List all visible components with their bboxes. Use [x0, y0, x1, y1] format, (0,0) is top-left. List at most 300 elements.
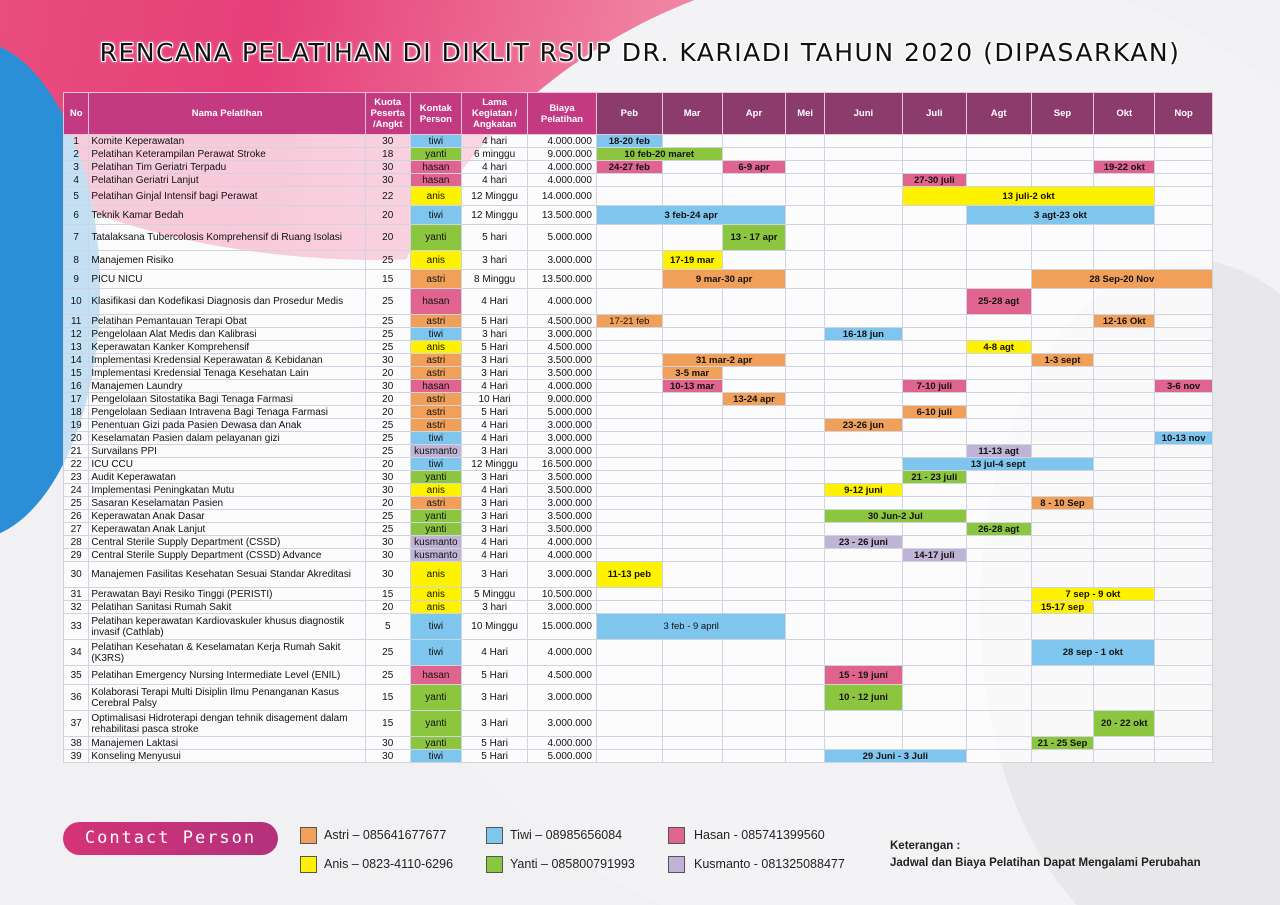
- month-cell: [966, 666, 1031, 685]
- month-cell: [1155, 135, 1213, 148]
- row-number: 31: [64, 588, 89, 601]
- month-cell: [902, 289, 966, 315]
- schedule-bar: 28 Sep-20 Nov: [1031, 270, 1212, 289]
- schedule-bar: 15 - 19 juni: [824, 666, 902, 685]
- month-cell: [722, 315, 786, 328]
- month-cell: [1155, 737, 1213, 750]
- duration: 4 Hari: [462, 549, 528, 562]
- table-row: [64, 562, 1213, 588]
- table-row: [64, 393, 1213, 406]
- duration: 3 hari: [462, 328, 528, 341]
- month-cell: [1094, 536, 1155, 549]
- schedule-bar: 25-28 agt: [966, 289, 1031, 315]
- month-cell: [662, 328, 722, 341]
- month-cell: [1155, 161, 1213, 174]
- contact-person: anis: [410, 601, 462, 614]
- month-cell: [786, 161, 825, 174]
- schedule-bar: 20 - 22 okt: [1094, 711, 1155, 737]
- month-cell: [1031, 523, 1094, 536]
- month-cell: [722, 750, 786, 763]
- month-cell: [1094, 148, 1155, 161]
- month-cell: [786, 614, 825, 640]
- month-cell: [596, 289, 662, 315]
- month-cell: [786, 750, 825, 763]
- month-cell: [824, 289, 902, 315]
- month-cell: [1155, 588, 1213, 601]
- training-name: Kolaborasi Terapi Multi Disiplin Ilmu Penanganan Kasus Cerebral Palsy: [89, 685, 366, 711]
- month-cell: [786, 380, 825, 393]
- month-cell: [1155, 523, 1213, 536]
- month-cell: [786, 206, 825, 225]
- month-cell: [902, 225, 966, 251]
- duration: 12 Minggu: [462, 187, 528, 206]
- month-cell: [1155, 640, 1213, 666]
- schedule-bar: 13-24 apr: [722, 393, 786, 406]
- contact-person: tiwi: [410, 458, 462, 471]
- quota: 25: [365, 328, 410, 341]
- row-number: 37: [64, 711, 89, 737]
- month-cell: [902, 685, 966, 711]
- month-cell: [902, 270, 966, 289]
- month-cell: [596, 601, 662, 614]
- schedule-bar: 9-12 juni: [824, 484, 902, 497]
- month-cell: [824, 161, 902, 174]
- month-cell: [722, 419, 786, 432]
- month-cell: [902, 341, 966, 354]
- duration: 4 Hari: [462, 289, 528, 315]
- row-number: 15: [64, 367, 89, 380]
- month-cell: [1094, 484, 1155, 497]
- month-cell: [596, 380, 662, 393]
- month-cell: [596, 510, 662, 523]
- table-row: [64, 666, 1213, 685]
- month-cell: [1155, 549, 1213, 562]
- month-cell: [722, 341, 786, 354]
- month-cell: [1031, 328, 1094, 341]
- month-cell: [596, 523, 662, 536]
- legend-anis: Anis – 0823-4110-6296: [324, 857, 454, 871]
- schedule-bar: 24-27 feb: [596, 161, 662, 174]
- month-cell: [786, 148, 825, 161]
- table-row: [64, 187, 1213, 206]
- header-biaya: Biaya Pelatihan: [528, 93, 597, 135]
- month-cell: [786, 174, 825, 187]
- month-cell: [1031, 289, 1094, 315]
- month-cell: [1155, 750, 1213, 763]
- quota: 20: [365, 458, 410, 471]
- month-cell: [824, 393, 902, 406]
- month-cell: [786, 510, 825, 523]
- schedule-bar: 13 - 17 apr: [722, 225, 786, 251]
- month-cell: [722, 187, 786, 206]
- training-name: Teknik Kamar Bedah: [89, 206, 366, 225]
- duration: 5 Hari: [462, 737, 528, 750]
- month-cell: [902, 497, 966, 510]
- month-cell: [824, 135, 902, 148]
- month-cell: [1155, 406, 1213, 419]
- month-cell: [1155, 497, 1213, 510]
- schedule-bar: 18-20 feb: [596, 135, 662, 148]
- training-name: Survailans PPI: [89, 445, 366, 458]
- table-row: [64, 497, 1213, 510]
- table-row: [64, 148, 1213, 161]
- month-cell: [786, 289, 825, 315]
- contact-person-label: Contact Person: [63, 822, 278, 855]
- header-nama-pelatihan: Nama Pelatihan: [89, 93, 366, 135]
- cost: 4.000.000: [528, 161, 597, 174]
- row-number: 30: [64, 562, 89, 588]
- schedule-bar: 3-5 mar: [662, 367, 722, 380]
- month-cell: [824, 406, 902, 419]
- month-cell: [966, 536, 1031, 549]
- month-cell: [1031, 225, 1094, 251]
- contact-person: kusmanto: [410, 445, 462, 458]
- month-cell: [1094, 750, 1155, 763]
- month-cell: [722, 510, 786, 523]
- month-cell: [1094, 685, 1155, 711]
- month-cell: [1031, 536, 1094, 549]
- month-cell: [1094, 251, 1155, 270]
- month-cell: [1155, 445, 1213, 458]
- table-row: [64, 380, 1213, 393]
- contact-person: hasan: [410, 380, 462, 393]
- month-cell: [824, 588, 902, 601]
- quota: 15: [365, 270, 410, 289]
- quota: 25: [365, 445, 410, 458]
- month-cell: [902, 601, 966, 614]
- month-cell: [596, 270, 662, 289]
- table-row: [64, 206, 1213, 225]
- month-cell: [1094, 289, 1155, 315]
- table-row: [64, 367, 1213, 380]
- month-cell: [662, 187, 722, 206]
- month-cell: [966, 225, 1031, 251]
- row-number: 33: [64, 614, 89, 640]
- month-cell: [722, 174, 786, 187]
- table-row: [64, 614, 1213, 640]
- table-row: [64, 737, 1213, 750]
- row-number: 10: [64, 289, 89, 315]
- month-cell: [966, 510, 1031, 523]
- month-cell: [1031, 135, 1094, 148]
- training-name: PICU NICU: [89, 270, 366, 289]
- table-row: [64, 289, 1213, 315]
- duration: 8 Minggu: [462, 270, 528, 289]
- contact-person: anis: [410, 588, 462, 601]
- table-row: [64, 549, 1213, 562]
- contact-person: yanti: [410, 225, 462, 251]
- training-name: Manajemen Laundry: [89, 380, 366, 393]
- schedule-bar: 23 - 26 juni: [824, 536, 902, 549]
- month-cell: [1031, 419, 1094, 432]
- month-cell: [1094, 471, 1155, 484]
- schedule-bar: 10-13 mar: [662, 380, 722, 393]
- month-cell: [662, 393, 722, 406]
- contact-person: anis: [410, 187, 462, 206]
- contact-person: tiwi: [410, 328, 462, 341]
- schedule-bar: 3-6 nov: [1155, 380, 1213, 393]
- schedule-bar: 10-13 nov: [1155, 432, 1213, 445]
- note-title: Keterangan :: [890, 840, 961, 852]
- training-name: Pengelolaan Sediaan Intravena Bagi Tenaga Farmasi: [89, 406, 366, 419]
- month-cell: [1031, 445, 1094, 458]
- month-cell: [966, 328, 1031, 341]
- month-cell: [1031, 549, 1094, 562]
- cost: 3.500.000: [528, 510, 597, 523]
- month-cell: [786, 523, 825, 536]
- cost: 3.000.000: [528, 497, 597, 510]
- month-cell: [662, 549, 722, 562]
- month-cell: [966, 393, 1031, 406]
- cost: 9.000.000: [528, 393, 597, 406]
- month-cell: [786, 315, 825, 328]
- cost: 3.000.000: [528, 445, 597, 458]
- duration: 4 Hari: [462, 380, 528, 393]
- contact-person: hasan: [410, 161, 462, 174]
- cost: 4.000.000: [528, 174, 597, 187]
- month-cell: [1155, 341, 1213, 354]
- month-cell: [596, 737, 662, 750]
- month-cell: [966, 614, 1031, 640]
- quota: 25: [365, 419, 410, 432]
- quota: 30: [365, 484, 410, 497]
- schedule-bar: 27-30 juli: [902, 174, 966, 187]
- month-cell: [786, 270, 825, 289]
- month-cell: [966, 685, 1031, 711]
- month-cell: [786, 484, 825, 497]
- cost: 3.000.000: [528, 711, 597, 737]
- month-cell: [1155, 148, 1213, 161]
- quota: 25: [365, 341, 410, 354]
- cost: 4.500.000: [528, 666, 597, 685]
- contact-person: anis: [410, 341, 462, 354]
- month-cell: [824, 380, 902, 393]
- month-cell: [902, 148, 966, 161]
- training-name: Keperawatan Kanker Komprehensif: [89, 341, 366, 354]
- duration: 3 Hari: [462, 445, 528, 458]
- header-month-nop: Nop: [1155, 93, 1213, 135]
- month-cell: [722, 666, 786, 685]
- row-number: 39: [64, 750, 89, 763]
- month-cell: [786, 711, 825, 737]
- header-kontak: Kontak Person: [410, 93, 462, 135]
- training-name: Manajemen Risiko: [89, 251, 366, 270]
- header-lama: Lama Kegiatan / Angkatan: [462, 93, 528, 135]
- month-cell: [722, 432, 786, 445]
- duration: 10 Hari: [462, 393, 528, 406]
- month-cell: [786, 393, 825, 406]
- duration: 5 Hari: [462, 341, 528, 354]
- month-cell: [1094, 419, 1155, 432]
- schedule-bar: 17-19 mar: [662, 251, 722, 270]
- month-cell: [1155, 225, 1213, 251]
- header-month-peb: Peb: [596, 93, 662, 135]
- month-cell: [966, 174, 1031, 187]
- schedule-bar: 28 sep - 1 okt: [1031, 640, 1155, 666]
- quota: 30: [365, 161, 410, 174]
- month-cell: [1094, 393, 1155, 406]
- table-row: [64, 419, 1213, 432]
- month-cell: [596, 497, 662, 510]
- contact-person: anis: [410, 251, 462, 270]
- month-cell: [824, 614, 902, 640]
- month-cell: [1031, 432, 1094, 445]
- contact-person: yanti: [410, 510, 462, 523]
- training-name: Central Sterile Supply Department (CSSD): [89, 536, 366, 549]
- month-cell: [662, 711, 722, 737]
- month-cell: [1094, 445, 1155, 458]
- month-cell: [722, 380, 786, 393]
- cost: 3.500.000: [528, 354, 597, 367]
- month-cell: [662, 562, 722, 588]
- month-cell: [1031, 251, 1094, 270]
- month-cell: [662, 289, 722, 315]
- table-row: [64, 251, 1213, 270]
- training-name: Pengelolaan Sitostatika Bagi Tenaga Farmasi: [89, 393, 366, 406]
- contact-person: anis: [410, 484, 462, 497]
- table-row: [64, 536, 1213, 549]
- duration: 4 Hari: [462, 640, 528, 666]
- month-cell: [824, 711, 902, 737]
- month-cell: [1094, 432, 1155, 445]
- cost: 4.500.000: [528, 341, 597, 354]
- duration: 4 hari: [462, 174, 528, 187]
- month-cell: [966, 497, 1031, 510]
- table-row: [64, 458, 1213, 471]
- month-cell: [824, 458, 902, 471]
- month-cell: [786, 497, 825, 510]
- month-cell: [966, 367, 1031, 380]
- month-cell: [786, 225, 825, 251]
- month-cell: [966, 354, 1031, 367]
- month-cell: [902, 419, 966, 432]
- quota: 15: [365, 588, 410, 601]
- schedule-bar: 19-22 okt: [1094, 161, 1155, 174]
- training-name: Penentuan Gizi pada Pasien Dewasa dan Anak: [89, 419, 366, 432]
- month-cell: [824, 251, 902, 270]
- contact-person: hasan: [410, 666, 462, 685]
- month-cell: [786, 536, 825, 549]
- month-cell: [722, 640, 786, 666]
- training-name: Pelatihan Emergency Nursing Intermediate Level (ENIL): [89, 666, 366, 685]
- month-cell: [1031, 562, 1094, 588]
- month-cell: [722, 484, 786, 497]
- table-row: [64, 354, 1213, 367]
- month-cell: [662, 419, 722, 432]
- month-cell: [662, 750, 722, 763]
- table-row: [64, 484, 1213, 497]
- cost: 9.000.000: [528, 148, 597, 161]
- month-cell: [596, 354, 662, 367]
- cost: 4.000.000: [528, 549, 597, 562]
- month-cell: [1155, 328, 1213, 341]
- schedule-bar: 3 feb - 9 april: [596, 614, 785, 640]
- row-number: 9: [64, 270, 89, 289]
- month-cell: [902, 206, 966, 225]
- cost: 3.000.000: [528, 419, 597, 432]
- schedule-bar: 10 - 12 juni: [824, 685, 902, 711]
- duration: 3 Hari: [462, 354, 528, 367]
- schedule-bar: 7 sep - 9 okt: [1031, 588, 1155, 601]
- month-cell: [966, 484, 1031, 497]
- quota: 25: [365, 289, 410, 315]
- row-number: 12: [64, 328, 89, 341]
- row-number: 21: [64, 445, 89, 458]
- duration: 3 Hari: [462, 471, 528, 484]
- table-row: [64, 315, 1213, 328]
- month-cell: [786, 328, 825, 341]
- month-cell: [596, 536, 662, 549]
- cost: 10.500.000: [528, 588, 597, 601]
- contact-person: hasan: [410, 289, 462, 315]
- month-cell: [722, 549, 786, 562]
- month-cell: [902, 562, 966, 588]
- row-number: 38: [64, 737, 89, 750]
- month-cell: [824, 187, 902, 206]
- table-row: [64, 601, 1213, 614]
- schedule-bar: 1-3 sept: [1031, 354, 1094, 367]
- table-row: [64, 471, 1213, 484]
- header-month-mar: Mar: [662, 93, 722, 135]
- contact-person: yanti: [410, 523, 462, 536]
- training-schedule-table: [63, 92, 1213, 763]
- month-cell: [824, 445, 902, 458]
- quota: 30: [365, 380, 410, 393]
- quota: 30: [365, 135, 410, 148]
- month-cell: [722, 445, 786, 458]
- table-header-row: [64, 93, 1213, 135]
- month-cell: [1031, 484, 1094, 497]
- table-row: [64, 432, 1213, 445]
- quota: 20: [365, 225, 410, 251]
- quota: 30: [365, 174, 410, 187]
- quota: 20: [365, 406, 410, 419]
- month-cell: [662, 497, 722, 510]
- month-cell: [722, 685, 786, 711]
- month-cell: [1031, 711, 1094, 737]
- quota: 20: [365, 393, 410, 406]
- legend-swatch-astri: [300, 827, 317, 844]
- legend-swatch-tiwi: [486, 827, 503, 844]
- month-cell: [722, 601, 786, 614]
- month-cell: [662, 737, 722, 750]
- cost: 4.000.000: [528, 640, 597, 666]
- month-cell: [1094, 341, 1155, 354]
- month-cell: [1094, 737, 1155, 750]
- table-row: [64, 510, 1213, 523]
- month-cell: [1155, 315, 1213, 328]
- table-row: [64, 750, 1213, 763]
- note-text: Jadwal dan Biaya Pelatihan Dapat Mengalami Perubahan: [890, 857, 1201, 869]
- cost: 15.000.000: [528, 614, 597, 640]
- month-cell: [1031, 367, 1094, 380]
- month-cell: [1094, 354, 1155, 367]
- duration: 3 hari: [462, 251, 528, 270]
- month-cell: [786, 406, 825, 419]
- month-cell: [662, 510, 722, 523]
- month-cell: [662, 458, 722, 471]
- training-name: Pelatihan Ginjal Intensif bagi Perawat: [89, 187, 366, 206]
- duration: 3 Hari: [462, 685, 528, 711]
- row-number: 18: [64, 406, 89, 419]
- month-cell: [966, 549, 1031, 562]
- schedule-bar: 21 - 23 juli: [902, 471, 966, 484]
- month-cell: [786, 445, 825, 458]
- month-cell: [662, 432, 722, 445]
- legend-yanti: Yanti – 085800791993: [510, 857, 635, 871]
- month-cell: [1094, 562, 1155, 588]
- month-cell: [1155, 458, 1213, 471]
